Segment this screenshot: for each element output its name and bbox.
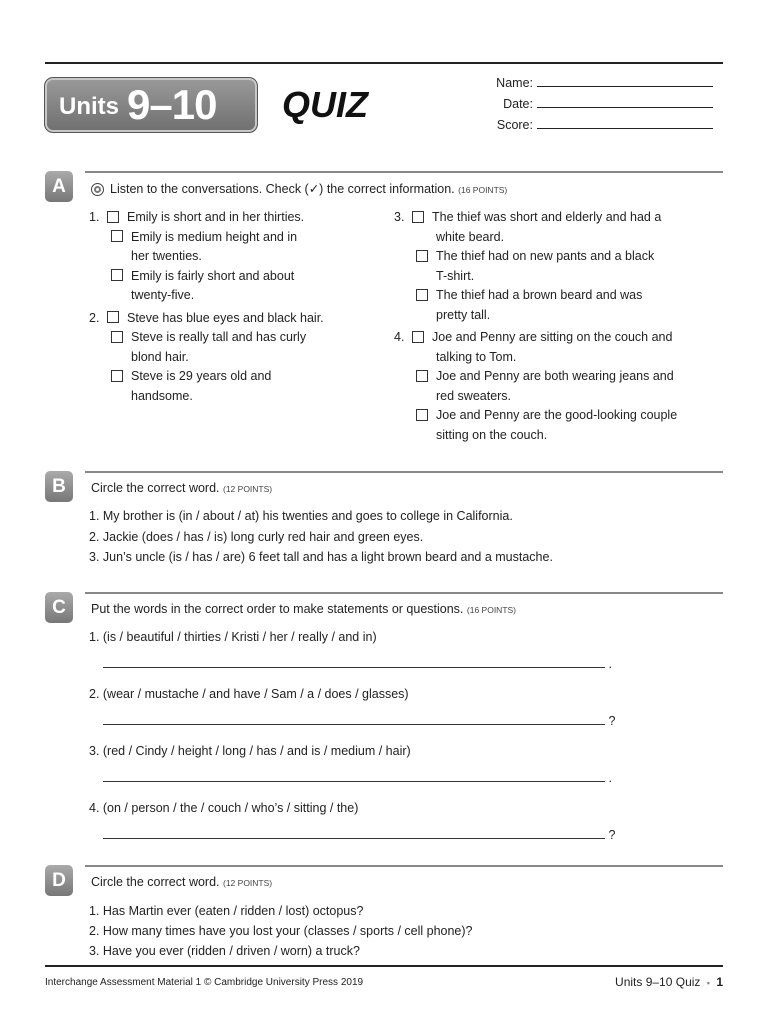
list-item	[394, 406, 694, 426]
list-item	[89, 328, 359, 348]
top-rule	[45, 62, 723, 64]
option-text: The thief was short and elderly and had a	[432, 210, 662, 224]
option-text: red sweaters.	[436, 388, 512, 403]
date-label: Date:	[503, 97, 533, 111]
list-item	[89, 367, 359, 387]
section-instruction	[91, 481, 272, 495]
checkbox[interactable]	[412, 211, 424, 223]
list-item	[394, 247, 694, 267]
footer-title: Units 9–10 Quiz	[615, 975, 701, 989]
checkbox[interactable]	[416, 409, 428, 421]
date-field[interactable]	[537, 95, 713, 108]
option-text: The thief had on new pants and a black	[436, 249, 655, 263]
section-instruction	[91, 181, 507, 196]
page-number: 1	[716, 975, 723, 989]
section-instruction	[91, 602, 516, 616]
end-punct: .	[608, 656, 612, 671]
list-item: 1. My brother is (in / about / at) his twenties and goes to college in California.	[89, 509, 513, 523]
points: (16 POINTS)	[466, 605, 517, 615]
answer-line[interactable]	[103, 824, 605, 839]
option-text: twenty-five.	[131, 288, 195, 302]
section-badge: C	[45, 592, 73, 623]
checkbox[interactable]	[416, 370, 428, 382]
questions-right	[394, 208, 694, 445]
name-label: Name:	[496, 76, 533, 90]
questions	[89, 901, 473, 961]
section-rule	[85, 171, 723, 173]
list-item: 3. Jun’s uncle (is / has / are) 6 feet tall and has a light brown beard and a mustache.	[89, 550, 553, 564]
checkbox[interactable]	[111, 230, 123, 242]
option-text: Joe and Penny are the good-looking couple	[436, 408, 678, 422]
section-badge: A	[45, 171, 73, 202]
section-instruction	[91, 875, 272, 889]
name-field[interactable]	[537, 74, 713, 87]
option-text: Joe and Penny are sitting on the couch and	[432, 330, 673, 344]
question-text: 1. (is / beautiful / thirties / Kristi / her / really / and in)	[89, 630, 377, 644]
list-item: 2. Jackie (does / has / is) long curly red hair and green eyes.	[89, 529, 424, 544]
question-text: 3. (red / Cindy / height / long / has / and is / medium / hair)	[89, 744, 411, 758]
option-text: talking to Tom.	[436, 349, 517, 364]
question-number: 3.	[394, 210, 405, 224]
question-text: 4. (on / person / the / couch / who’s / sitting / the)	[89, 801, 359, 815]
end-punct: ?	[608, 713, 616, 728]
list-item	[89, 685, 615, 742]
option-text: blond hair.	[131, 349, 189, 364]
footer-bullet: ▪	[706, 978, 710, 988]
list-item	[89, 208, 359, 228]
checkbox[interactable]	[416, 250, 428, 262]
question-number: 1.	[89, 210, 100, 224]
checkbox[interactable]	[111, 331, 123, 343]
instruction-text: Circle the correct word.	[91, 481, 220, 495]
list-item	[89, 309, 359, 329]
list-item: 1. Has Martin ever (eaten / ridden / lost) octopus?	[89, 904, 364, 918]
option-text: Emily is fairly short and about	[131, 268, 295, 283]
option-text: sitting on the couch.	[436, 427, 548, 442]
question-number: 4.	[394, 330, 405, 344]
instruction-text: Put the words in the correct order to make statements or questions.	[91, 602, 464, 616]
score-field[interactable]	[537, 116, 713, 129]
end-punct: .	[608, 770, 612, 785]
list-item	[394, 286, 694, 306]
copyright: Interchange Assessment Material 1 © Cambridge University Press 2019	[45, 977, 364, 988]
option-text: Steve is 29 years old and	[131, 369, 272, 383]
checkbox[interactable]	[111, 269, 123, 281]
option-text: Steve is really tall and has curly	[131, 330, 307, 344]
score-label: Score:	[496, 118, 533, 132]
section-rule	[85, 865, 723, 867]
answer-line[interactable]	[103, 767, 605, 782]
option-text: T-shirt.	[436, 268, 475, 283]
points: (12 POINTS)	[223, 484, 273, 494]
list-item	[394, 367, 694, 387]
list-item: 2. How many times have you lost your (classes / sports / cell phone)?	[89, 924, 473, 938]
question-text: 2. (wear / mustache / and have / Sam / a / does / glasses)	[89, 687, 409, 701]
section-badge: D	[45, 865, 73, 896]
option-text: her twenties.	[131, 249, 202, 263]
end-punct: ?	[608, 827, 616, 842]
answer-line[interactable]	[103, 653, 605, 668]
checkbox[interactable]	[107, 211, 119, 223]
checkbox[interactable]	[107, 311, 119, 323]
points: (12 POINTS)	[223, 878, 273, 888]
list-item	[89, 742, 615, 799]
option-text: Emily is medium height and in	[131, 229, 298, 244]
audio-disc-icon[interactable]	[91, 183, 104, 196]
student-info	[496, 73, 713, 136]
questions	[89, 506, 553, 568]
list-item	[394, 208, 694, 228]
section-rule	[85, 471, 723, 473]
questions-left	[89, 208, 359, 406]
page-footer	[615, 975, 723, 989]
footer-rule	[45, 965, 723, 967]
list-item	[89, 228, 359, 248]
option-text: white beard.	[436, 229, 505, 244]
list-item	[394, 328, 694, 348]
section-badge: B	[45, 471, 73, 502]
question-number: 2.	[89, 310, 100, 325]
list-item	[89, 267, 359, 287]
units-banner	[44, 77, 258, 133]
checkbox[interactable]	[416, 289, 428, 301]
quiz-title: QUIZ	[282, 84, 368, 125]
list-item	[89, 628, 615, 685]
checkbox[interactable]	[111, 370, 123, 382]
instruction-text: Listen to the conversations. Check (✓) the correct information.	[110, 182, 455, 196]
option-text: Steve has blue eyes and black hair.	[127, 310, 324, 325]
list-item	[89, 799, 615, 856]
points: (16 POINTS)	[458, 185, 508, 195]
checkbox[interactable]	[412, 331, 424, 343]
option-text: The thief had a brown beard and was	[436, 288, 643, 302]
section-rule	[85, 592, 723, 594]
units-word: Units	[59, 93, 119, 120]
units-number: 9–10	[127, 81, 217, 128]
list-item: 3. Have you ever (ridden / driven / worn) a truck?	[89, 944, 360, 958]
option-text: Emily is short and in her thirties.	[127, 210, 305, 224]
option-text: Joe and Penny are both wearing jeans and	[436, 369, 674, 383]
questions	[89, 628, 615, 856]
answer-line[interactable]	[103, 710, 605, 725]
instruction-text: Circle the correct word.	[91, 875, 220, 889]
option-text: handsome.	[131, 388, 193, 403]
option-text: pretty tall.	[436, 307, 491, 322]
